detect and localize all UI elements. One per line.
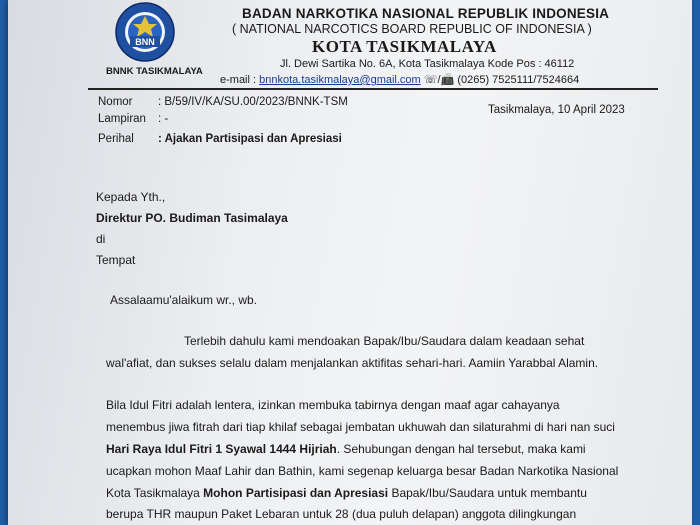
letter-sheet <box>8 0 692 525</box>
logo-caption: BNNK TASIKMALAYA <box>106 66 203 77</box>
paragraph2-line6: berupa THR maupun Paket Lebaran untuk 28 (dua puluh delapan) anggota dilingkungan <box>106 507 577 521</box>
paragraph2-line4: ucapkan mohon Maaf Lahir dan Bathin, kami segenap keluarga besar Badan Narkotika Nasional <box>106 464 619 478</box>
paragraph2-line5: Kota Tasikmalaya Mohon Partisipasi dan Apresiasi Bapak/Ibu/Saudara untuk membantu <box>106 486 587 500</box>
nomor-value: : B/59/IV/KA/SU.00/2023/BNNK-TSM <box>158 96 348 108</box>
recipient-di: di <box>96 232 106 246</box>
bnn-logo-icon <box>110 2 180 62</box>
recipient-tempat: Tempat <box>96 253 136 267</box>
perihal-label: Perihal <box>98 133 134 145</box>
paragraph1-line2: wal'afiat, dan sukses selalu dalam menjalankan aktifitas sehari-hari. Aamiin Yarabbal Alamin. <box>106 356 599 370</box>
perihal-value: : Ajakan Partisipasi dan Apresiasi <box>158 133 342 145</box>
request-phrase: Mohon Partisipasi dan Apresiasi <box>203 486 389 500</box>
recipient-kepada: Kepada Yth., <box>96 190 166 204</box>
letterhead-address: Jl. Dewi Sartika No. 6A, Kota Tasikmalaya Kode Pos : 46112 <box>280 58 575 70</box>
paragraph2-line2: menembus jiwa fitrah dari tiap khilaf sebagai jembatan ukhuwah dan silaturahmi di hari nan suci <box>106 420 615 434</box>
letterhead-line1: BADAN NARKOTIKA NASIONAL REPUBLIK INDONESIA <box>242 6 610 21</box>
logo-text: BNN <box>135 37 155 47</box>
phone-number: ☏/📠 (0265) 7525111/7524664 <box>423 74 580 86</box>
email-label: e-mail : <box>220 74 257 86</box>
paragraph2-line1: Bila Idul Fitri adalah lentera, izinkan membuka tabirnya dengan maaf agar cahayanya <box>106 398 560 412</box>
lampiran-value: : - <box>158 113 169 125</box>
paragraph2-line3: Hari Raya Idul Fitri 1 Syawal 1444 Hijriah. Sehubungan dengan hal tersebut, maka kami <box>106 442 586 456</box>
email-link[interactable]: bnnkota.tasikmalaya@gmail.com <box>259 74 421 86</box>
holiday-name: Hari Raya Idul Fitri 1 Syawal 1444 Hijriah <box>106 442 337 456</box>
letterhead-divider <box>88 88 658 90</box>
letter-date: Tasikmalaya, 10 April 2023 <box>488 104 625 116</box>
letterhead-line2: ( NATIONAL NARCOTICS BOARD REPUBLIC OF INDONESIA ) <box>232 22 592 36</box>
letterhead-contact <box>220 73 579 86</box>
paragraph1-line1: Terlebih dahulu kami mendoakan Bapak/Ibu/Saudara dalam keadaan sehat <box>184 334 585 348</box>
letterhead-city: KOTA TASIKMALAYA <box>312 37 497 56</box>
nomor-label: Nomor <box>98 96 133 108</box>
lampiran-label: Lampiran <box>98 113 146 125</box>
recipient-name: Direktur PO. Budiman Tasimalaya <box>96 211 288 225</box>
salutation: Assalaamu'alaikum wr., wb. <box>110 293 258 307</box>
